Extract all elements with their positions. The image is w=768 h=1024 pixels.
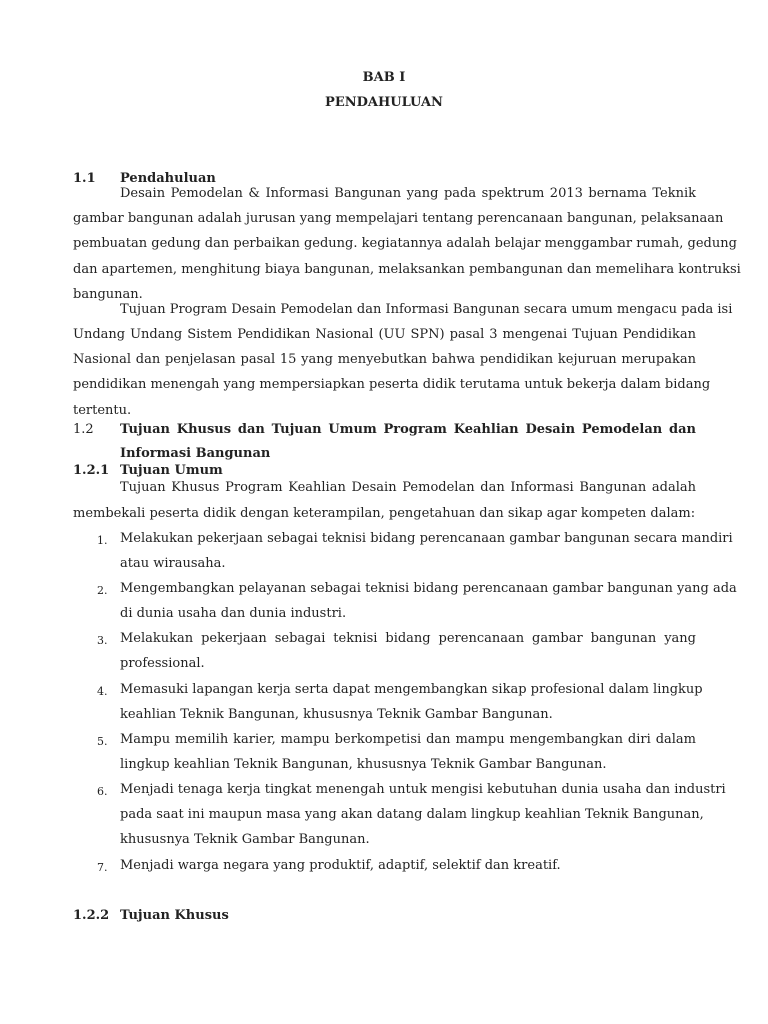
- list-item-line: Menjadi tenaga kerja tingkat menengah untuk mengisi kebutuhan dunia usaha dan industri: [120, 782, 726, 797]
- list-item-line: Melakukan pekerjaan sebagai teknisi bidang perencanaan gambar bangunan yang: [120, 631, 696, 646]
- list-item-line: keahlian Teknik Bangunan, khususnya Teknik Gambar Bangunan.: [120, 707, 553, 722]
- paragraph-line: Undang Undang Sistem Pendidikan Nasional (UU SPN) pasal 3 mengenai Tujuan Pendidikan: [73, 327, 696, 342]
- section-title: Tujuan Khusus: [120, 908, 229, 923]
- section-number: 1.2: [73, 422, 94, 437]
- list-number: 3.: [97, 634, 108, 647]
- paragraph-line: dan apartemen, menghitung biaya bangunan, melaksankan pembangunan dan memelihara kontruksi: [73, 262, 741, 277]
- list-item-line: Melakukan pekerjaan sebagai teknisi bidang perencanaan gambar bangunan secara mandiri: [120, 531, 733, 546]
- list-item-line: Menjadi warga negara yang produktif, adaptif, selektif dan kreatif.: [120, 858, 561, 873]
- section-number: 1.2.2: [73, 908, 110, 923]
- section-number: 1.1: [73, 171, 96, 186]
- paragraph-line: Tujuan Program Desain Pemodelan dan Informasi Bangunan secara umum mengacu pada isi: [120, 302, 733, 317]
- paragraph-line: gambar bangunan adalah jurusan yang mempelajari tentang perencanaan bangunan, pelaksanaan: [73, 211, 724, 226]
- paragraph-line: Nasional dan penjelasan pasal 15 yang menyebutkan bahwa pendidikan kejuruan merupakan: [73, 352, 696, 367]
- list-item-line: atau wirausaha.: [120, 556, 226, 571]
- list-item-line: Mampu memilih karier, mampu berkompetisi dan mampu mengembangkan diri dalam: [120, 732, 696, 747]
- paragraph-line: tertentu.: [73, 403, 132, 418]
- section-title-continued: Informasi Bangunan: [120, 446, 271, 461]
- list-item-line: Mengembangkan pelayanan sebagai teknisi bidang perencanaan gambar bangunan yang ada: [120, 581, 737, 596]
- chapter-label: BAB I: [362, 70, 406, 85]
- list-item-line: pada saat ini maupun masa yang akan datang dalam lingkup keahlian Teknik Bangunan,: [120, 807, 704, 822]
- paragraph-line: bangunan.: [73, 287, 143, 302]
- list-item-line: Memasuki lapangan kerja serta dapat mengembangkan sikap profesional dalam lingkup: [120, 682, 703, 697]
- list-number: 1.: [97, 534, 108, 547]
- list-item-line: khususnya Teknik Gambar Bangunan.: [120, 832, 370, 847]
- paragraph-line: Tujuan Khusus Program Keahlian Desain Pemodelan dan Informasi Bangunan adalah: [120, 480, 696, 495]
- paragraph-line: pembuatan gedung dan perbaikan gedung. kegiatannya adalah belajar menggambar rumah, gedung: [73, 236, 737, 251]
- list-item-line: di dunia usaha dan dunia industri.: [120, 606, 347, 621]
- section-title: Pendahuluan: [120, 171, 216, 186]
- paragraph-line: membekali peserta didik dengan keterampilan, pengetahuan dan sikap agar kompeten dalam:: [73, 506, 696, 521]
- list-number: 2.: [97, 584, 108, 597]
- list-number: 5.: [97, 735, 108, 748]
- section-number: 1.2.1: [73, 463, 110, 478]
- list-item-line: professional.: [120, 656, 205, 671]
- list-number: 4.: [97, 685, 108, 698]
- section-title: Tujuan Khusus dan Tujuan Umum Program Keahlian Desain Pemodelan dan: [120, 422, 696, 437]
- paragraph-line: pendidikan menengah yang mempersiapkan peserta didik terutama untuk bekerja dalam bidang: [73, 377, 711, 392]
- list-number: 7.: [97, 861, 108, 874]
- chapter-title: PENDAHULUAN: [325, 95, 443, 110]
- section-title: Tujuan Umum: [120, 463, 223, 478]
- list-number: 6.: [97, 785, 108, 798]
- paragraph-line: Desain Pemodelan & Informasi Bangunan yang pada spektrum 2013 bernama Teknik: [120, 186, 696, 201]
- list-item-line: lingkup keahlian Teknik Bangunan, khususnya Teknik Gambar Bangunan.: [120, 757, 607, 772]
